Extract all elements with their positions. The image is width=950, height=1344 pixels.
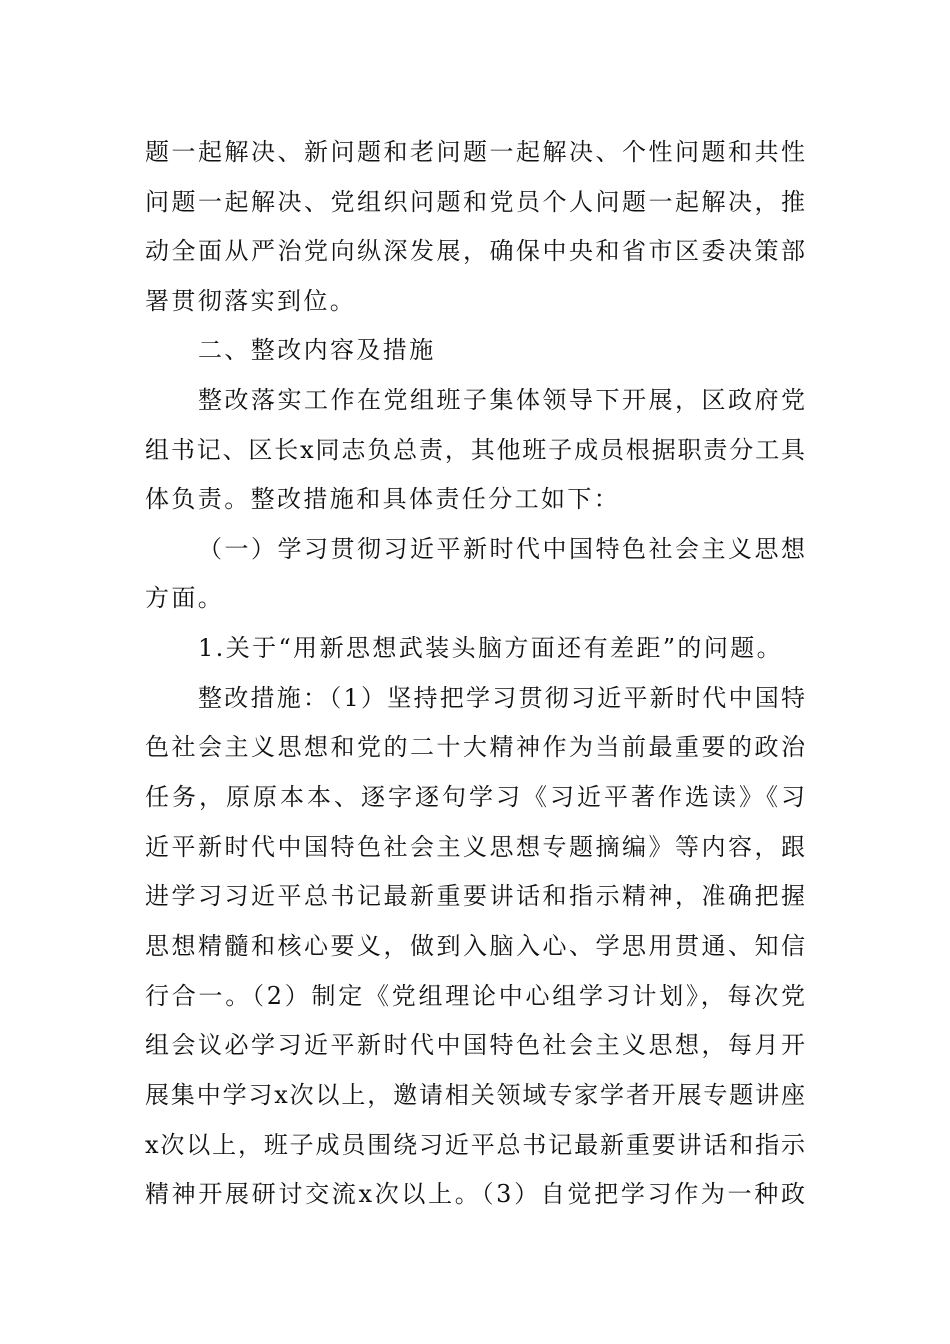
text-line: 问题一起解决、党组织问题和党员个人问题一起解决，推 (145, 188, 805, 216)
text-line: 任务，原原本本、逐字逐句学习《习近平著作选读》《习 (145, 783, 805, 811)
text-line: 动全面从严治党向纵深发展，确保中央和省市区委决策部 (145, 237, 805, 265)
text-line: x次以上，班子成员围绕习近平总书记最新重要讲话和指示 (145, 1131, 805, 1159)
subsection-heading-cont: 方面。 (145, 584, 225, 612)
text-line: 题一起解决、新问题和老问题一起解决、个性问题和共性 (145, 138, 805, 166)
text-line: 近平新时代中国特色社会主义思想专题摘编》等内容，跟 (145, 833, 805, 861)
text-line: 组书记、区长x同志负总责，其他班子成员根据职责分工具 (145, 436, 805, 464)
text-line: 展集中学习x次以上，邀请相关领域专家学者开展专题讲座 (145, 1081, 805, 1109)
text-line: 色社会主义思想和党的二十大精神作为当前最重要的政治 (145, 733, 805, 761)
text-line: 整改措施：（1）坚持把学习贯彻习近平新时代中国特 (198, 684, 805, 712)
text-line: 精神开展研讨交流x次以上。（3）自觉把学习作为一种政 (145, 1180, 805, 1208)
text-line: 思想精髓和核心要义，做到入脑入心、学思用贯通、知信 (145, 932, 805, 960)
section-heading: 二、整改内容及措施 (198, 336, 436, 364)
item-heading: 1.关于“用新思想武装头脑方面还有差距”的问题。 (198, 634, 784, 662)
text-line: 组会议必学习近平新时代中国特色社会主义思想，每月开 (145, 1031, 805, 1059)
text-line: 行合一。（2）制定《党组理论中心组学习计划》，每次党 (145, 982, 805, 1010)
text-line: 署贯彻落实到位。 (145, 287, 357, 315)
text-line: 整改落实工作在党组班子集体领导下开展，区政府党 (198, 386, 805, 414)
text-line: 进学习习近平总书记最新重要讲话和指示精神，准确把握 (145, 882, 805, 910)
subsection-heading: （一）学习贯彻习近平新时代中国特色社会主义思想 (198, 535, 805, 563)
text-line: 体负责。整改措施和具体责任分工如下： (145, 485, 621, 513)
